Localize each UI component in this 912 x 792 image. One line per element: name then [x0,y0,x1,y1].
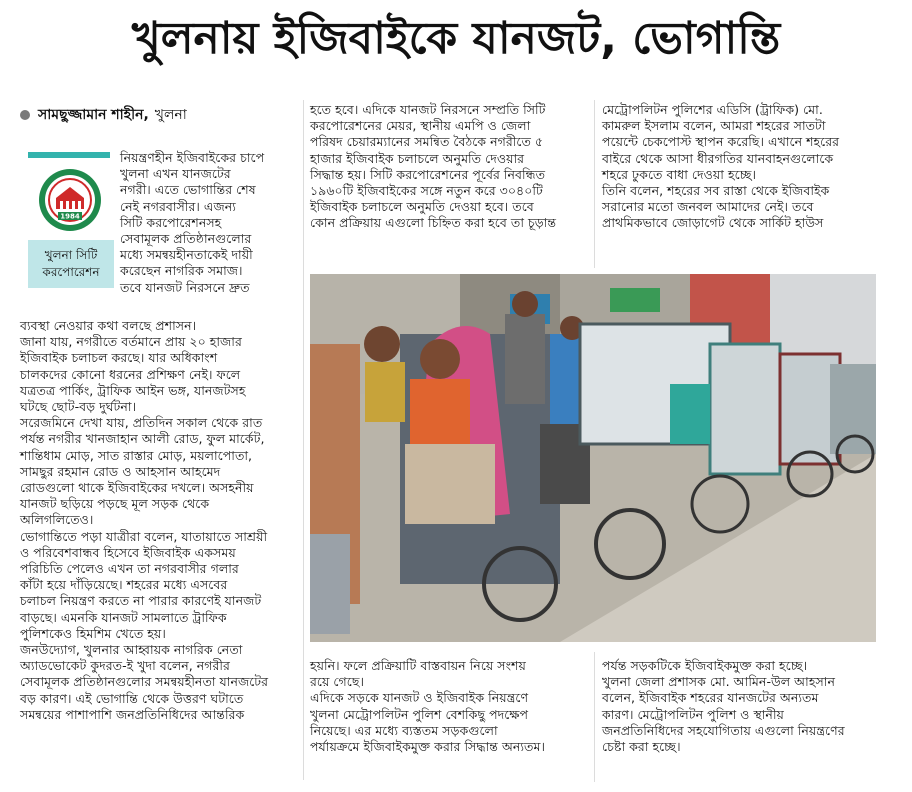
text-line: সিদ্ধান্ত হয়। সিটি করপোরেশনের পূর্বের নিবন্ধিত [310,166,546,182]
text-line: পরিষদ চেয়ারম্যানের সমন্বিত বৈঠকে নগরীতে ৫ [310,134,544,150]
text-line: বড় কারণ। এই ভোগান্তি থেকে উত্তরণ ঘটাতে [20,690,244,706]
column-divider [594,100,595,268]
text-line: মেট্রোপলিটন পুলিশের এডিসি (ট্রাফিক) মো. [602,102,823,117]
text-line: চালকদের কোনো ধরনের প্রশিক্ষণ নেই। ফলে [20,366,241,382]
text-line: ও পরিবেশবান্ধব হিসেবে ইজিবাইক একসময় [20,544,236,560]
city-corporation-seal-icon [38,168,102,232]
text-line: পর্যন্ত নগরীর খানজাহান আলী রোড, ফুল মার্কেট, [20,431,265,447]
byline-author: সামছুজ্জামান শাহীন, [38,107,149,123]
column2-top [310,102,586,232]
text-line: সরানোর মতো জনবল আমাদের নেই। তবে [602,199,814,215]
column1-intro [120,150,298,296]
text-line: ১৯৬০টি ইজিবাইকের সঙ্গে নতুন করে ৩০৪০টি [310,183,543,199]
text-line: হাজার ইজিবাইক চলাচলে অনুমতি দেওয়ার [310,150,525,166]
text-line: করপোরেশনের মেয়র, স্থানীয় এমপি ও জেলা [310,118,531,134]
text-line: নেই নগরবাসীর। এজন্য [120,198,236,214]
text-line: প্রাথমিকভাবে জোড়াগেট থেকে সার্কিট হাউস [602,215,824,231]
text-line: কোন প্রক্রিয়ায় এগুলো চিহ্নিত করা হবে তা চূড়ান্ত [310,215,557,231]
text-line: শান্তিধাম মোড়, সাত রাস্তার মোড়, ময়লাপোতা, [20,447,253,463]
text-line: মধ্যে সমন্বয়হীনতাকেই দায়ী [120,247,253,263]
text-line: অ্যাডভোকেট কুদরত-ই খুদা বলেন, নগরীর [20,658,230,674]
city-corporation-label-box [28,240,114,288]
column1-body [20,318,298,723]
text-line: অলিগলিতেও। [20,512,94,528]
seal-year: 1984 [60,212,80,221]
text-line: হতে হবে। এদিকে যানজট নিরসনে সম্প্রতি সিটি [310,102,546,117]
text-line: ব্যবস্থা নেওয়ার কথা বলছে প্রশাসন। [20,318,197,333]
text-line: খুলনা জেলা প্রশাসক মো. আমিন-উল আহসান [602,674,835,690]
text-line: ইজিবাইক চলাচল করছে। যার অধিকাংশ [20,350,218,366]
text-line: পর্যায়ক্রমে ইজিবাইকমুক্ত করার সিদ্ধান্ত অন্যতম। [310,739,545,755]
text-line: কারণ। মেট্রোপলিটন পুলিশ ও স্থানীয় [602,706,784,722]
text-line: জনউদ্যোগ, খুলনার আহ্বায়ক নাগরিক নেতা [20,642,243,658]
text-line: পুলিশকেও হিমশিম খেতে হয়। [20,625,166,641]
text-line: সেবামূলক প্রতিষ্ঠানগুলোর [120,231,252,247]
text-line: শহরে ঢুকতে বাধা দেওয়া হচ্ছে। [602,166,757,182]
text-line: রয়ে গেছে। [310,674,364,690]
text-line: হয়নি। ফলে প্রক্রিয়াটি বাস্তবায়ন নিয়ে সংশয় [310,658,526,673]
text-line: কাঁটা হয়ে দাঁড়িয়েছে। শহরের মধ্যে এসবের [20,577,228,593]
text-line: করেছেন নাগরিক সমাজ। [120,263,243,279]
text-line: সিটি করপোরেশনসহ [120,214,222,230]
text-line: খুলনা মেট্রোপলিটন পুলিশ বেশকিছু পদক্ষেপ [310,706,529,722]
text-line: নিয়েছে। এর মধ্যে ব্যস্ততম সড়কগুলো [310,722,498,738]
text-line: চেষ্টা করা হচ্ছে। [602,739,681,755]
text-line: যানজট ছড়িয়ে পড়ছে মূল সড়ক থেকে [20,496,210,512]
text-line: বাইরে থেকে আসা ধীরগতির যানবাহনগুলোকে [602,150,834,166]
column-divider [594,652,595,782]
byline-place: খুলনা [154,107,187,123]
text-line: ইজিবাইক চলাচলে অনুমতি দেওয়া হবে। তবে [310,199,534,215]
text-line: জানা যায়, নগরীতে বর্তমানে প্রায় ২০ হাজার [20,334,242,350]
text-line: পর্যন্ত সড়কটিকে ইজিবাইকমুক্ত করা হচ্ছে। [602,658,808,673]
headline: খুলনায় ইজিবাইকে যানজট, ভোগান্তি [131,12,781,64]
text-line: জনপ্রতিনিধিদের সহযোগিতায় এগুলো নিয়ন্ত্রণের [602,722,845,738]
text-line: খুলনা এখন যানজটের [120,166,231,182]
column2-bottom [310,658,586,755]
column-divider [303,100,304,780]
sidebar-accent-bar [28,152,110,158]
text-line: বলেন, ইজিবাইক শহরের যানজটের অন্যতম [602,690,819,706]
text-line: তবে যানজট নিরসনে দ্রুত [120,279,250,295]
street-easybike-photo-icon [310,274,876,642]
street-photo [310,274,876,642]
text-line: তিনি বলেন, শহরের সব রাস্তা থেকে ইজিবাইক [602,183,830,199]
cc-box-line1: খুলনা সিটি [44,248,98,262]
text-line: সেবামূলক প্রতিষ্ঠানগুলোর সমন্বয়হীনতা যানজটের [20,674,269,690]
text-line: রোডগুলো থাকে ইজিবাইকের দখলে। অসহনীয় [20,480,254,496]
text-line: ঘটছে ছোট-বড় দুর্ঘটনা। [20,399,137,415]
text-line: নগরী। এতে ভোগান্তির শেষ [120,182,256,198]
column3-top [602,102,878,232]
text-line: ভোগান্তিতে পড়া যাত্রীরা বলেন, যাতায়াতে সাশ্রয়ী [20,528,268,544]
column3-bottom [602,658,878,755]
text-line: কামরুল ইসলাম বলেন, আমরা শহরের সাতটা [602,118,826,134]
text-line: নিয়ন্ত্রণহীন ইজিবাইকের চাপে [120,150,265,165]
byline [20,104,295,126]
text-line: সরেজমিনে দেখা যায়, প্রতিদিন সকাল থেকে রাত [20,415,263,431]
text-line: বাড়ছে। এমনকি যানজট সামলাতে ট্রাফিক [20,609,227,625]
text-line: সমন্বয়ের পাশাপাশি জনপ্রতিনিধিদের আন্তরিক [20,706,245,722]
text-line: যত্রতত্র পার্কিং, ট্রাফিক আইন ভঙ্গ, যানজটসহ [20,382,246,398]
bullet-icon [20,110,30,120]
text-line: এদিকে সড়কে যানজট ও ইজিবাইক নিয়ন্ত্রণে [310,690,529,706]
text-line: পরিচিতি পেলেও এখন তা নগরবাসীর গলার [20,561,239,577]
cc-box-line2: করপোরেশন [42,265,100,279]
text-line: চলাচল নিয়ন্ত্রণ করতে না পারার কারণেই যানজট [20,593,262,609]
text-line: পয়েন্টে চেকপোস্ট স্থাপন করেছি। এখানে শহরের [602,134,840,150]
text-line: সামছুর রহমান রোড ও আহসান আহমেদ [20,463,221,479]
